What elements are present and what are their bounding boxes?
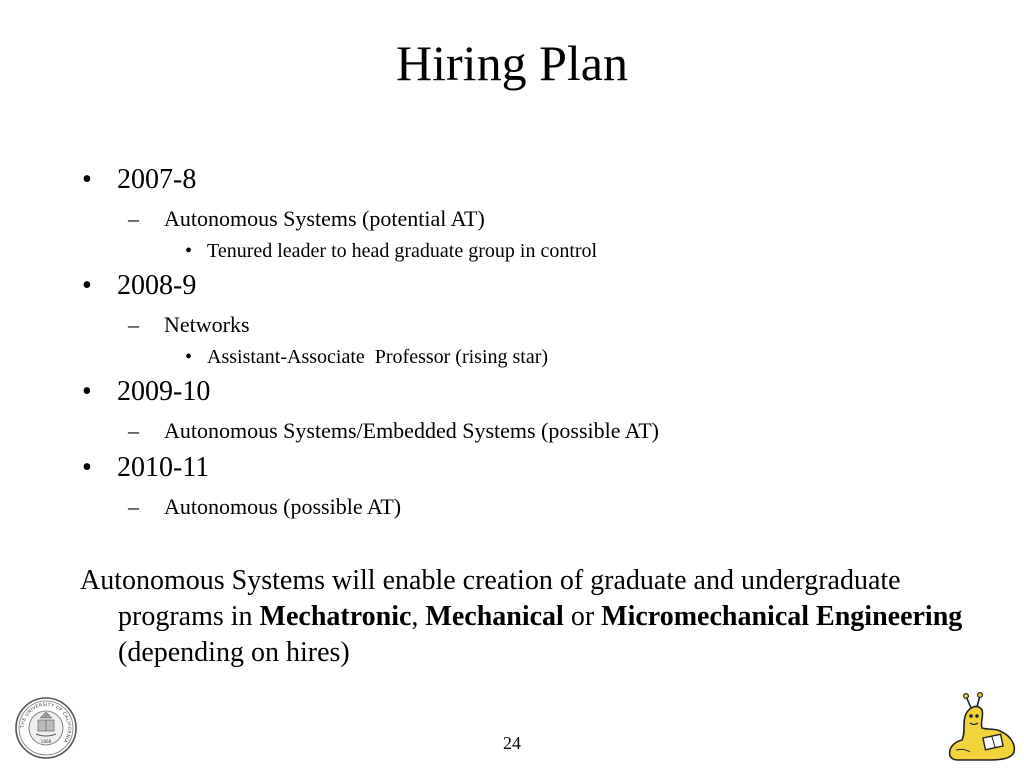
summary-tail: (depending on hires) bbox=[118, 637, 350, 668]
bullet-icon: • bbox=[185, 346, 193, 368]
year-label: 2007-8 bbox=[117, 164, 197, 195]
seal-text: THE UNIVERSITY OF CALIFORNIA bbox=[20, 702, 72, 744]
dash-icon: – bbox=[128, 206, 139, 231]
area-item bbox=[80, 310, 960, 340]
year-item-2009-10 bbox=[80, 374, 960, 410]
dash-icon: – bbox=[128, 494, 139, 519]
detail-label: Assistant-Associate Professor (rising star) bbox=[207, 346, 549, 368]
area-item bbox=[80, 204, 960, 234]
year-item-2010-11 bbox=[80, 450, 960, 486]
bullet-icon: • bbox=[82, 376, 92, 407]
summary-sep: or bbox=[563, 601, 602, 632]
summary-paragraph bbox=[80, 563, 978, 671]
area-item bbox=[80, 416, 960, 446]
year-item-2008-9 bbox=[80, 268, 960, 304]
detail-label: Tenured leader to head graduate group in control bbox=[207, 240, 598, 262]
area-label: Autonomous (possible AT) bbox=[164, 494, 402, 519]
bullet-icon: • bbox=[82, 452, 92, 483]
bullet-icon: • bbox=[82, 164, 92, 195]
dash-icon: – bbox=[128, 312, 139, 337]
field-mechanical: Mechanical bbox=[425, 601, 564, 632]
bullet-icon: • bbox=[185, 240, 193, 262]
detail-item bbox=[80, 344, 960, 370]
summary-lead: Autonomous Systems will enable creation of graduate and undergraduate programs in bbox=[80, 565, 901, 632]
banana-slug-mascot-icon bbox=[944, 692, 1020, 764]
area-item bbox=[80, 492, 960, 522]
area-label: Autonomous Systems/Embedded Systems (possible AT) bbox=[164, 418, 659, 443]
dash-icon: – bbox=[128, 418, 139, 443]
field-mechatronic: Mechatronic bbox=[259, 601, 412, 632]
seal-year: 1868 bbox=[40, 739, 52, 744]
year-label: 2009-10 bbox=[117, 376, 211, 407]
page-number: 24 bbox=[503, 733, 521, 753]
detail-item bbox=[80, 238, 960, 264]
bullet-icon: • bbox=[82, 270, 92, 301]
year-label: 2010-11 bbox=[117, 452, 210, 483]
year-label: 2008-9 bbox=[117, 270, 197, 301]
hiring-outline bbox=[80, 162, 960, 522]
slide-title: Hiring Plan bbox=[396, 35, 628, 91]
field-micromechanical: Micromechanical Engineering bbox=[601, 601, 963, 632]
summary-sep: , bbox=[411, 601, 426, 632]
year-item-2007-8 bbox=[80, 162, 960, 198]
area-label: Autonomous Systems (potential AT) bbox=[164, 206, 485, 231]
area-label: Networks bbox=[164, 312, 250, 337]
